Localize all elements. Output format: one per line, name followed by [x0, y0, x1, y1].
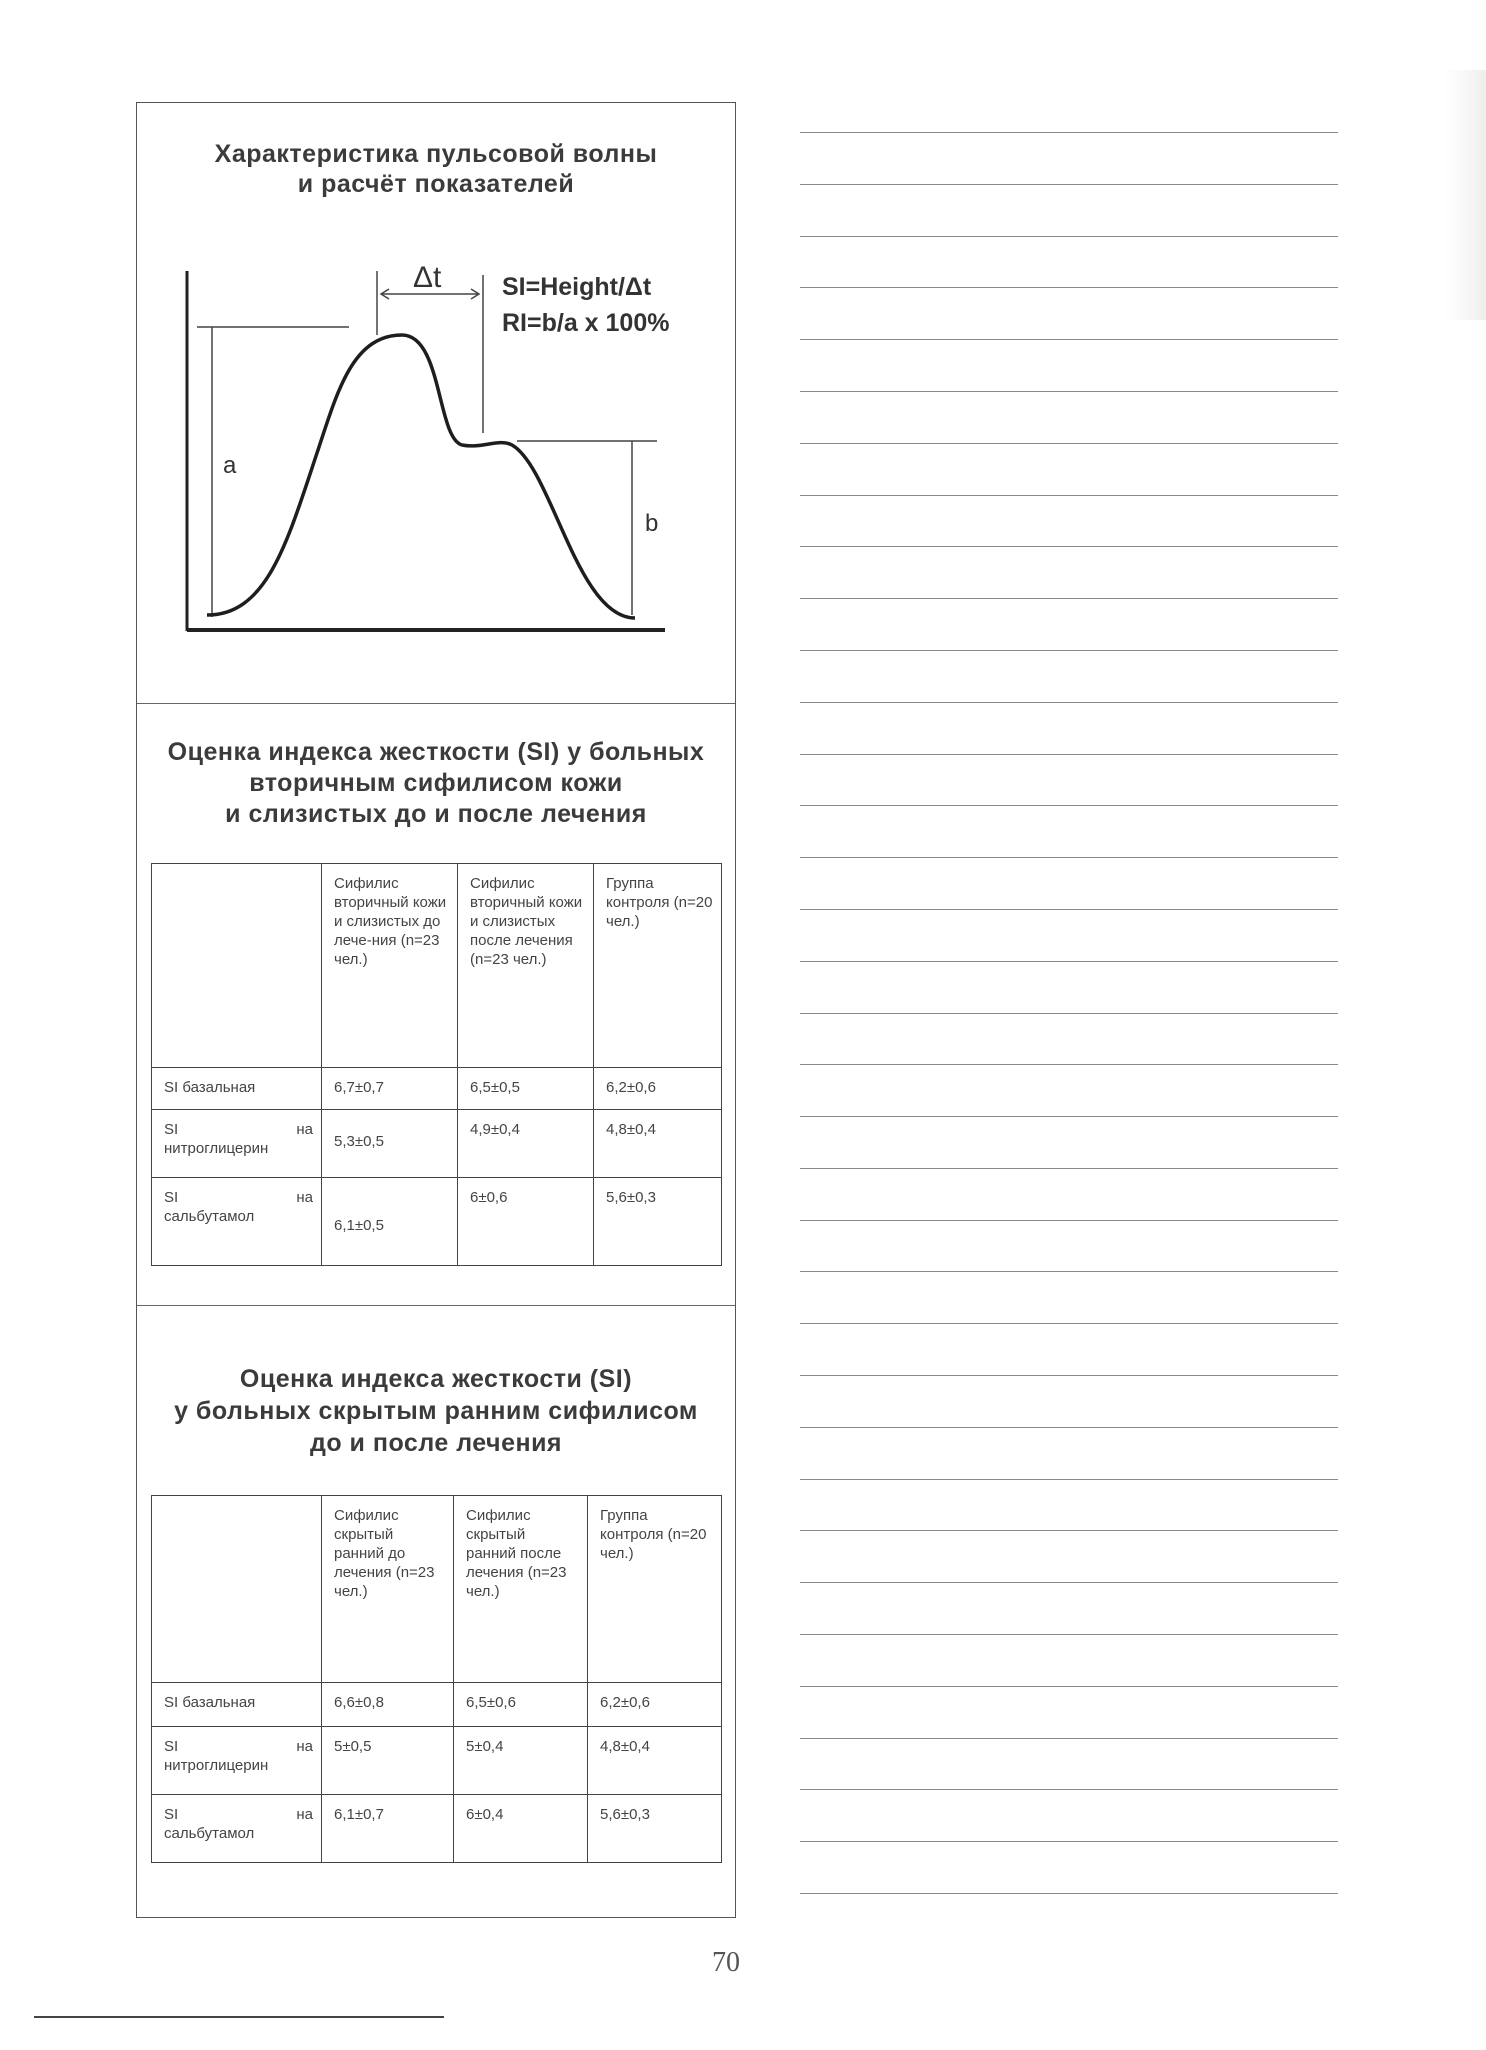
- note-line: [800, 650, 1338, 651]
- note-line: [800, 391, 1338, 392]
- latent-syphilis-section: [137, 1305, 735, 1919]
- note-line: [800, 1738, 1338, 1739]
- value-cell: 6,6±0,8: [322, 1683, 454, 1727]
- note-line: [800, 754, 1338, 755]
- note-line: [800, 1375, 1338, 1376]
- pulse-wave-curve: [207, 335, 635, 618]
- row-label-next: сальбутамол: [164, 1208, 255, 1225]
- value-cell: 5±0,5: [322, 1727, 454, 1795]
- content-panel: [136, 102, 736, 1918]
- title-line: Оценка индекса жесткости (SI): [239, 1365, 633, 1393]
- title-line: у больных скрытым ранним сифилисом: [174, 1397, 698, 1425]
- row-label-left: SI: [164, 1806, 179, 1823]
- row-label-next: нитроглицерин: [164, 1757, 269, 1774]
- row-label-right: на: [296, 1121, 313, 1138]
- value-cell: 6,2±0,6: [594, 1068, 722, 1110]
- table-row: [152, 1727, 722, 1795]
- header-cell: Группа контроля (n=20 чел.): [594, 864, 722, 1068]
- row-label: [152, 1178, 322, 1266]
- note-line: [800, 1634, 1338, 1635]
- table-row: [152, 1110, 722, 1178]
- secondary-syphilis-title: [137, 737, 735, 830]
- note-line: [800, 1582, 1338, 1583]
- table-row: [152, 1683, 722, 1727]
- latent-syphilis-title: [137, 1363, 735, 1459]
- note-line: [800, 132, 1338, 133]
- value-cell: 6,7±0,7: [322, 1068, 458, 1110]
- header-cell: Сифилис вторичный кожи и слизистых после лечения (n=23 чел.): [458, 864, 594, 1068]
- title-line: до и после лечения: [309, 1429, 563, 1457]
- note-line: [800, 909, 1338, 910]
- row-label-left: SI: [164, 1121, 179, 1138]
- delta-t-label: Δt: [413, 261, 442, 294]
- note-line: [800, 1013, 1338, 1014]
- note-line: [800, 1271, 1338, 1272]
- table-header-row: [152, 864, 722, 1068]
- note-line: [800, 1323, 1338, 1324]
- row-label: SI базальная: [152, 1068, 322, 1110]
- value-cell: 4,8±0,4: [594, 1110, 722, 1178]
- table-row: [152, 1795, 722, 1863]
- note-line: [800, 961, 1338, 962]
- row-label: [152, 1110, 322, 1178]
- note-line: [800, 702, 1338, 703]
- title-line: вторичным сифилисом кожи: [249, 769, 623, 797]
- title-line: и слизистых до и после лечения: [225, 800, 647, 828]
- header-cell: Группа контроля (n=20 чел.): [588, 1496, 722, 1683]
- note-line: [800, 1479, 1338, 1480]
- row-label-next: сальбутамол: [164, 1825, 255, 1842]
- note-line: [800, 287, 1338, 288]
- note-line: [800, 1686, 1338, 1687]
- note-line: [800, 1427, 1338, 1428]
- secondary-syphilis-table: [151, 863, 722, 1266]
- header-cell: Сифилис вторичный кожи и слизистых до лече-ния (n=23 чел.): [322, 864, 458, 1068]
- note-line: [800, 1116, 1338, 1117]
- row-label-right: на: [296, 1189, 313, 1206]
- table-row: [152, 1068, 722, 1110]
- row-label: [152, 1795, 322, 1863]
- note-line: [800, 546, 1338, 547]
- value-cell: 5,6±0,3: [588, 1795, 722, 1863]
- value-cell: 4,9±0,4: [458, 1110, 594, 1178]
- note-line: [800, 443, 1338, 444]
- page-number: 70: [712, 1947, 740, 1978]
- pulse-wave-section: [137, 103, 735, 703]
- note-line: [800, 339, 1338, 340]
- pulse-wave-diagram: [137, 103, 737, 703]
- header-cell: [152, 1496, 322, 1683]
- value-cell: 6,5±0,6: [454, 1683, 588, 1727]
- title-line: Оценка индекса жесткости (SI) у больных: [167, 738, 705, 766]
- header-cell: Сифилис скрытый ранний до лечения (n=23 чел.): [322, 1496, 454, 1683]
- si-formula: SI=Height/Δt: [502, 273, 652, 301]
- note-line: [800, 1220, 1338, 1221]
- value-cell: 5,3±0,5: [322, 1110, 458, 1178]
- table-header-row: [152, 1496, 722, 1683]
- note-line: [800, 1789, 1338, 1790]
- title-line: и расчёт показателей: [297, 170, 575, 198]
- note-line: [800, 1530, 1338, 1531]
- value-cell: 6±0,4: [454, 1795, 588, 1863]
- value-cell: 6,1±0,7: [322, 1795, 454, 1863]
- secondary-syphilis-section: [137, 703, 735, 1301]
- header-cell: Сифилис скрытый ранний после лечения (n=23 чел.): [454, 1496, 588, 1683]
- value-cell: 5±0,4: [454, 1727, 588, 1795]
- row-label-next: нитроглицерин: [164, 1140, 269, 1157]
- page-edge-shadow: [1444, 70, 1486, 320]
- bottom-rule: [34, 2016, 444, 2018]
- note-line: [800, 1064, 1338, 1065]
- row-label: SI базальная: [152, 1683, 322, 1727]
- row-label: [152, 1727, 322, 1795]
- note-line: [800, 236, 1338, 237]
- header-cell: [152, 864, 322, 1068]
- note-line: [800, 495, 1338, 496]
- label-a: a: [223, 452, 237, 479]
- note-line: [800, 184, 1338, 185]
- note-line: [800, 1893, 1338, 1894]
- value-cell: 6,5±0,5: [458, 1068, 594, 1110]
- value-cell: 5,6±0,3: [594, 1178, 722, 1266]
- label-b: b: [645, 510, 659, 537]
- value-cell: 6,1±0,5: [322, 1178, 458, 1266]
- row-label-left: SI: [164, 1189, 179, 1206]
- note-line: [800, 857, 1338, 858]
- title-line: Характеристика пульсовой волны: [214, 140, 658, 168]
- table-row: [152, 1178, 722, 1266]
- row-label-right: на: [296, 1738, 313, 1755]
- latent-syphilis-table: [151, 1495, 722, 1863]
- row-label-left: SI: [164, 1738, 179, 1755]
- note-line: [800, 1168, 1338, 1169]
- row-label-right: на: [296, 1806, 313, 1823]
- value-cell: 6±0,6: [458, 1178, 594, 1266]
- note-line: [800, 598, 1338, 599]
- value-cell: 6,2±0,6: [588, 1683, 722, 1727]
- value-cell: 4,8±0,4: [588, 1727, 722, 1795]
- note-line: [800, 805, 1338, 806]
- ri-formula: RI=b/a x 100%: [502, 309, 670, 337]
- note-line: [800, 1841, 1338, 1842]
